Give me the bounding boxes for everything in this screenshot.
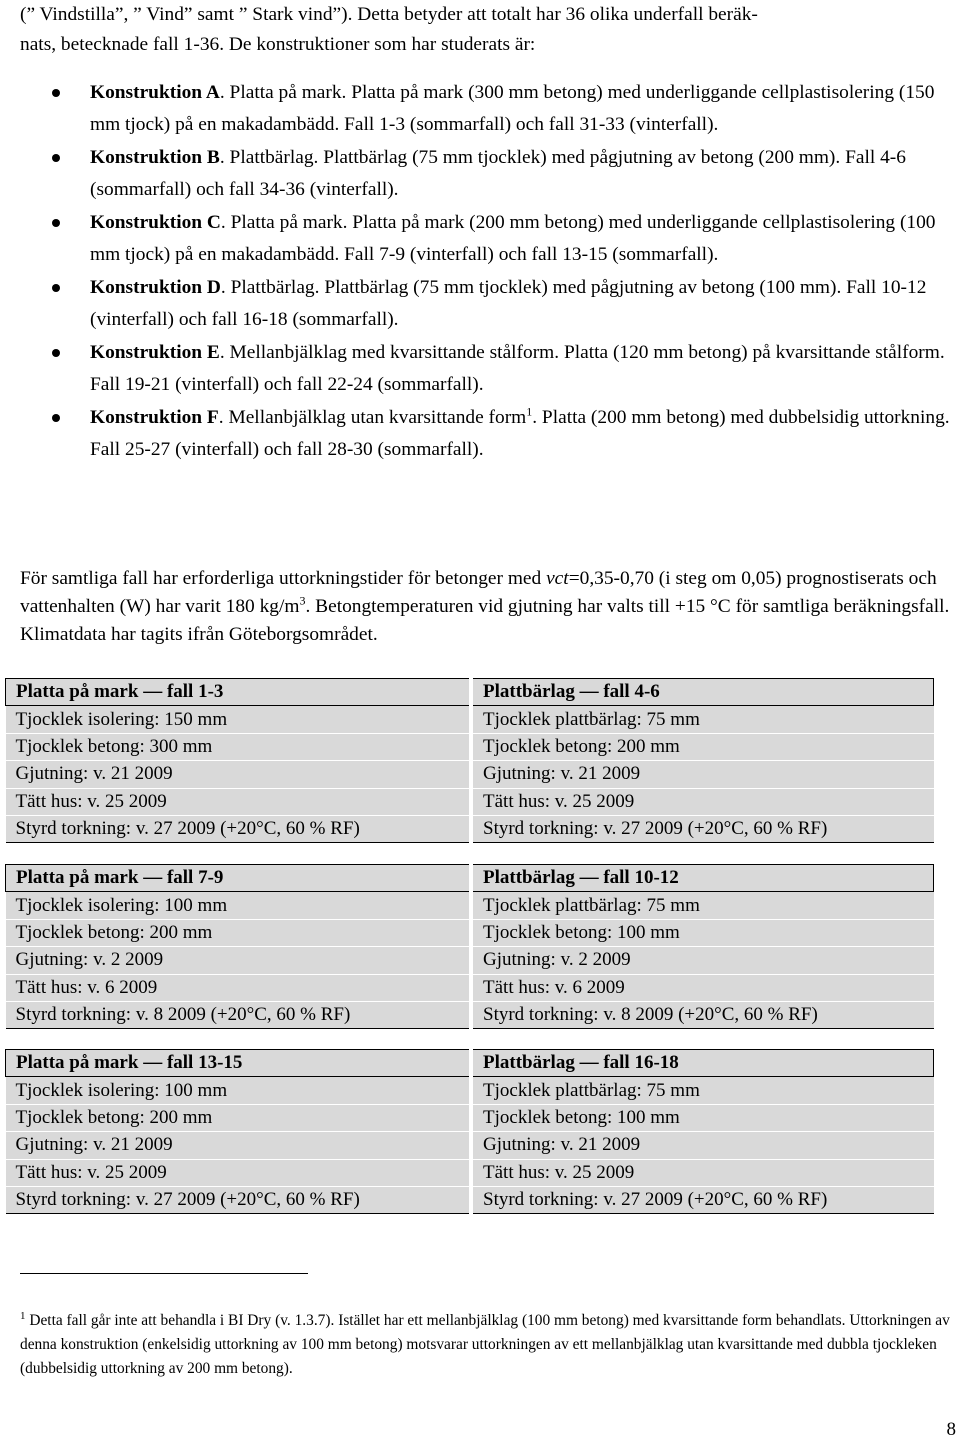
table-row (6, 1001, 934, 1028)
paragraph-variable: vct (546, 568, 569, 589)
table-cell: Tjocklek betong: 200 mm (471, 733, 934, 760)
table-header: Platta på mark — fall 13-15 (6, 1050, 472, 1077)
list-item (52, 272, 952, 336)
construction-label: Konstruktion B (90, 147, 220, 168)
table-cell: Styrd torkning: v. 8 2009 (+20°C, 60 % RF) (471, 1001, 934, 1028)
bullet-icon (52, 154, 60, 162)
footnote-divider (20, 1273, 308, 1274)
table-row (6, 1077, 934, 1104)
construction-label: Konstruktion E (90, 342, 220, 363)
table-cell: Tjocklek betong: 100 mm (471, 919, 934, 946)
table-cell: Gjutning: v. 21 2009 (6, 761, 472, 788)
table-cell: Tjocklek betong: 100 mm (471, 1104, 934, 1131)
table-cell: Gjutning: v. 2 2009 (6, 947, 472, 974)
table-row (6, 892, 934, 919)
table-row (6, 1159, 934, 1186)
construction-text: . Plattbärlag. Plattbärlag (75 mm tjocklek) med pågjutning av betong (200 mm). Fall 4-6 (sommarfall) och fall 34-36 (vinterfall). (90, 147, 906, 200)
construction-label: Konstruktion C (90, 212, 221, 233)
table-cell: Tätt hus: v. 6 2009 (471, 974, 934, 1001)
table-cell: Gjutning: v. 21 2009 (471, 761, 934, 788)
table-cell: Tjocklek betong: 300 mm (6, 733, 472, 760)
table-header: Platta på mark — fall 1-3 (6, 679, 472, 706)
table-row (6, 1104, 934, 1131)
table-header: Platta på mark — fall 7-9 (6, 865, 472, 892)
construction-text: . Mellanbjälklag utan kvarsittande form (218, 407, 527, 428)
table-row (6, 974, 934, 1001)
bullet-icon (52, 414, 60, 422)
list-item (52, 77, 952, 141)
paragraph-superscript: 3 (299, 593, 306, 608)
table-row (6, 815, 934, 842)
table-cell: Tätt hus: v. 25 2009 (6, 788, 472, 815)
table-cell: Gjutning: v. 2 2009 (471, 947, 934, 974)
table-row (6, 733, 934, 760)
table-row (6, 761, 934, 788)
table-row (6, 788, 934, 815)
table-cell: Tätt hus: v. 25 2009 (471, 788, 934, 815)
table-header: Plattbärlag — fall 10-12 (471, 865, 934, 892)
construction-label: Konstruktion F (90, 407, 219, 428)
page-number: 8 (946, 1419, 956, 1440)
bullet-icon (52, 219, 60, 227)
table-cell: Tjocklek isolering: 100 mm (6, 1077, 472, 1104)
intro-line-1: (” Vindstilla”, ” Vind” samt ” Stark vind”). Detta betyder att totalt har 36 olika underfall beräk- (20, 4, 758, 25)
table-cell: Tätt hus: v. 25 2009 (471, 1159, 934, 1186)
case-table-3 (5, 1049, 934, 1214)
construction-text: . Platta (200 mm betong) med dubbelsidig uttorkning. Fall 25-27 (vinterfall) och fall 28-30 (sommarfall). (90, 407, 950, 460)
bullet-icon (52, 349, 60, 357)
list-item (52, 142, 952, 206)
bullet-icon (52, 284, 60, 292)
table-row (6, 947, 934, 974)
construction-label: Konstruktion D (90, 277, 221, 298)
paragraph-text: =0,35-0,70 (i steg om 0,05) prognostiserats och vattenhalten (W) har varit 180 kg/m (20, 568, 937, 617)
footnote-reference[interactable]: 1 (526, 404, 533, 419)
table-cell: Tätt hus: v. 25 2009 (6, 1159, 472, 1186)
list-item (52, 337, 952, 401)
footnote (20, 1309, 955, 1381)
paragraph-text: . Betongtemperaturen vid gjutning har valts till +15 °C för samtliga beräkningsfall. Klimatdata har tagits ifrån Göteborgsområdet. (20, 596, 950, 645)
construction-text: . Platta på mark. Platta på mark (300 mm betong) med underliggande cellplastisolering (150 mm tjock) på en makadambädd. Fall 1-3 (sommarfall) och fall 31-33 (vinterfall). (90, 82, 935, 135)
construction-label: Konstruktion A (90, 82, 220, 103)
table-header: Plattbärlag — fall 16-18 (471, 1050, 934, 1077)
bullet-icon (52, 89, 60, 97)
table-cell: Styrd torkning: v. 8 2009 (+20°C, 60 % RF) (6, 1001, 472, 1028)
table-cell: Tjocklek isolering: 100 mm (6, 892, 472, 919)
table-cell: Tjocklek betong: 200 mm (6, 1104, 472, 1131)
construction-text: . Platta på mark. Platta på mark (200 mm betong) med underliggande cellplastisolering (100 mm tjock) på en makadambädd. Fall 7-9 (vinterfall) och fall 13-15 (sommarfall). (90, 212, 936, 265)
table-cell: Styrd torkning: v. 27 2009 (+20°C, 60 % RF) (471, 1186, 934, 1213)
construction-text: . Plattbärlag. Plattbärlag (75 mm tjocklek) med pågjutning av betong (100 mm). Fall 10-12 (vinterfall) och fall 16-18 (sommarfall). (90, 277, 927, 330)
table-row (6, 706, 934, 733)
footnote-marker: 1 (20, 1309, 26, 1322)
body-paragraph (20, 565, 955, 649)
table-cell: Tjocklek plattbärlag: 75 mm (471, 706, 934, 733)
footnote-text: Detta fall går inte att behandla i BI Dry (v. 1.3.7). Istället har ett mellanbjälklag (100 mm betong) med kvarsittande form behandlats. Uttorkningen av denna konstruktion (enkelsidig uttorkning av 100 mm betong) motsvarar uttorkningen av ett mellanbjälklag utan kvarsittande med dubbla tjockleken (dubbelsidig uttorkning av 200 mm betong). (20, 1312, 950, 1377)
table-cell: Styrd torkning: v. 27 2009 (+20°C, 60 % RF) (6, 1186, 472, 1213)
table-cell: Styrd torkning: v. 27 2009 (+20°C, 60 % RF) (6, 815, 472, 842)
list-item (52, 207, 952, 271)
table-row (6, 1186, 934, 1213)
table-cell: Gjutning: v. 21 2009 (471, 1132, 934, 1159)
table-header: Plattbärlag — fall 4-6 (471, 679, 934, 706)
table-row (6, 1132, 934, 1159)
table-cell: Styrd torkning: v. 27 2009 (+20°C, 60 % RF) (471, 815, 934, 842)
intro-line-2: nats, betecknade fall 1-36. De konstruktioner som har studerats är: (20, 34, 536, 55)
list-item (52, 402, 952, 466)
construction-text: . Mellanbjälklag med kvarsittande stålform. Platta (120 mm betong) på kvarsittande stålform. Fall 19-21 (vinterfall) och fall 22-24 (sommarfall). (90, 342, 945, 395)
table-cell: Tjocklek plattbärlag: 75 mm (471, 892, 934, 919)
table-cell: Tjocklek plattbärlag: 75 mm (471, 1077, 934, 1104)
table-row (6, 919, 934, 946)
case-table-1 (5, 678, 934, 843)
table-cell: Tjocklek isolering: 150 mm (6, 706, 472, 733)
paragraph-text: För samtliga fall har erforderliga uttorkningstider för betonger med (20, 568, 547, 589)
table-cell: Gjutning: v. 21 2009 (6, 1132, 472, 1159)
case-table-2 (5, 864, 934, 1029)
table-cell: Tätt hus: v. 6 2009 (6, 974, 472, 1001)
table-cell: Tjocklek betong: 200 mm (6, 919, 472, 946)
intro-paragraph (20, 0, 950, 60)
construction-list (52, 77, 952, 467)
